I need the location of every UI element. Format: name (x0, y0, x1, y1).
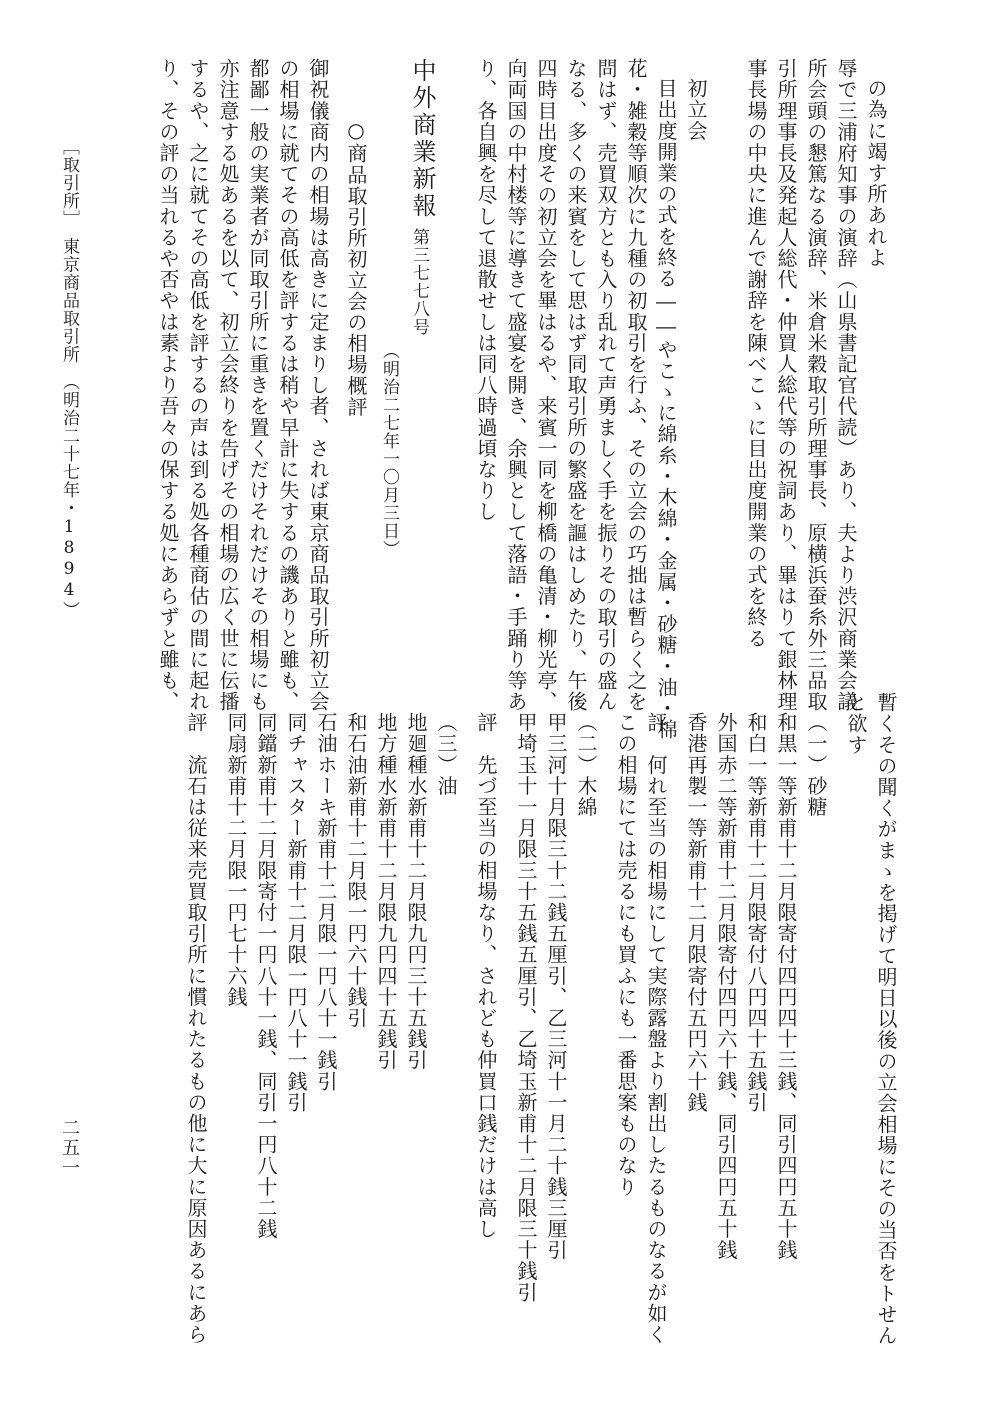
subheading: 初立会 (684, 78, 708, 142)
text-line: 所会頭の懇篤なる演辞、米倉米穀取引所理事長、原横浜蚕糸外三品取 (804, 58, 828, 713)
section-heading-cotton: （二）木綿 (574, 712, 598, 818)
price-line: 同扇新甫十二月限一円七十六銭 (224, 712, 248, 1008)
text-line: 向両国の中村楼等に導きて盛宴を開き、余興として落語・手踊り等あ (504, 58, 528, 713)
text-line: なる、多くの来賓をして思はず同取引所の繁盛を謳はしめたり、午後 (564, 58, 588, 713)
section-heading-oil: （三）油 (434, 712, 458, 797)
page-number: 二五一 (59, 1118, 80, 1178)
source-footer: ［取引所］ 東京商品取引所 （明治二十七年・1894） (59, 138, 79, 619)
text-line: するや、之に就てその高低を評するの声は到る処各種商估の間に起れ (186, 58, 210, 713)
review-line: 評 何れ至当の相場にして実際露盤より割出したるものなるが如く (644, 712, 668, 1345)
text-line: 亦注意する処あるを以て、初立会終りを告げその相場の広く世に伝播 (216, 58, 240, 713)
text-line: 引所理事長及発起人総代・仲買人総代等の祝詞あり、畢はりて銀林理 (774, 58, 798, 713)
article-title: ○商品取引所初立会の相場概評 (344, 118, 368, 418)
text-line: 御祝儀商内の相場は高きに定まりし者、されば東京商品取引所初立会 (306, 58, 330, 713)
text-line: 花・雑穀等順次に九種の初取引を行ふ、その立会の巧拙は暫らく之を (624, 58, 648, 713)
text-line: 暫くその聞くがまゝを掲げて明日以後の立会相場にその当否をトせん (874, 692, 898, 1347)
issue-number: 第三七七八号 (409, 228, 429, 336)
newspaper-title: 中外商業新報 (408, 58, 436, 220)
price-line: 外国赤二等新甫十二月限寄付四円六十銭、同引四円五十銭 (714, 712, 738, 1261)
price-line: 同鐺新甫十二月限寄付一円八十一銭、同引一円八十二銭 (254, 712, 278, 1240)
text-line: の為に竭す所あれよ (864, 78, 888, 268)
text-line: 辱で三浦府知事の演辞（山県書記官代読）あり、夫より渋沢商業会議 (834, 58, 858, 713)
text-line: の相場に就てその高低を評するは稍や早計に失するの譏ありと雖も、 (276, 58, 300, 713)
review-line: 評 流石は従来売買取引所に慣れたるもの他に大に原因あるにあら (184, 712, 208, 1345)
price-line: 石油ホーキ新甫十二月限一円八十一銭引 (314, 712, 338, 1092)
price-line: 甲三河十月限三十二銭五厘引、乙三河十一月二十銭三厘引 (544, 712, 568, 1261)
text-line: と欲す (844, 692, 868, 756)
issue-date: （明治二七年一〇月三日） (379, 342, 399, 558)
price-line: 甲埼玉十一月限三十五銭五厘引、乙埼玉新甫十二月限三十銭引 (514, 712, 538, 1303)
price-line: 香港再製一等新甫十二月限寄付五円六十銭 (684, 712, 708, 1113)
review-line: この相場にては売るにも買ふにも一番思案ものなり (614, 712, 638, 1198)
text-line: り、その評の当れるや否やは素より吾々の保する処にあらずと雖も、 (156, 58, 180, 713)
price-line: 地廻種水新甫十二月限九円三十五銭引 (404, 712, 428, 1071)
text-line: 四時目出度その初立会を畢はるや、来賓一同を柳橋の亀清・柳光亭、 (534, 58, 558, 713)
text-line: 問はず、売買双方とも入り乱れて声勇ましく手を振りその取引の盛ん (594, 58, 618, 713)
section-heading-sugar: （一）砂糖 (804, 712, 828, 818)
price-line: 和石油新甫十二月限一円六十銭引 (344, 712, 368, 1029)
price-line: 和黒一等新甫十二月限寄付四円四十三銭、同引四円五十銭 (774, 712, 798, 1261)
text-line: 目出度開業の式を終る――やこゝに綿糸・木綿・金属・砂糖・油・棉 (654, 78, 678, 741)
price-line: 和白一等新甫十二月限寄付八円四十五銭引 (744, 712, 768, 1113)
text-line: 事長場の中央に進んで謝辞を陳べこゝに目出度開業の式を終る (744, 58, 768, 649)
review-line: 評 先づ至当の相場なり、されども仲買口銭だけは高し (474, 712, 498, 1240)
text-line: り、各自興を尽して退散せしは同八時過頃なりし (474, 58, 498, 523)
price-line: 同チャスター新甫十二月限一円八十一銭引 (284, 712, 308, 1113)
text-line: 都鄙一般の実業者が同取引所に重きを置くだけそれだけその相場にも (246, 58, 270, 713)
price-line: 地方種水新甫十二月限九円四十五銭引 (374, 712, 398, 1071)
